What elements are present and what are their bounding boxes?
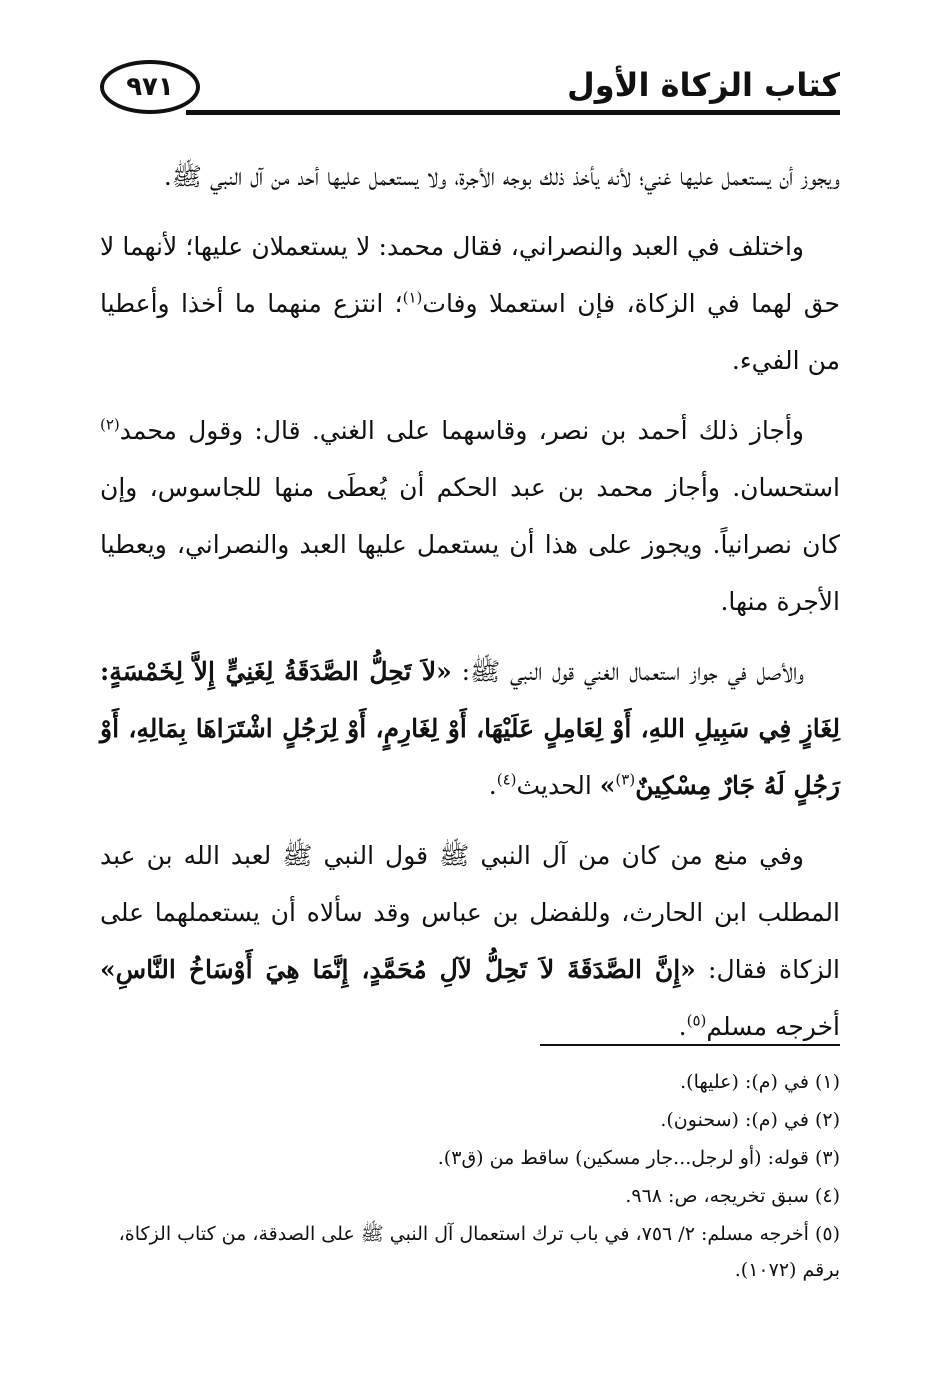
- paragraph-1: [100, 148, 840, 205]
- paragraph-4-text-a: والأصل في جواز استعمال الغني قول النبي ﷺ:: [451, 657, 805, 686]
- paragraph-3: [100, 402, 840, 630]
- book-title: كتاب الزكاة الأول: [567, 66, 840, 104]
- page-number: ٩٧١: [126, 72, 174, 102]
- paragraph-4-text-c: .: [488, 771, 497, 800]
- hadith-quote-2: «إِنَّ الصَّدَقَةَ لاَ تَحِلُّ لآلِ مُحَمَّدٍ، إِنَّمَا هِيَ أَوْسَاخُ النَّاسِ»: [100, 955, 696, 984]
- footnote-1: (١) في (م): (عليها).: [680, 1071, 840, 1093]
- footnotes: [100, 1064, 840, 1290]
- header-rule: [186, 110, 840, 115]
- hadith-quote-1-close: »: [599, 771, 616, 800]
- paragraph-4-text-b: الحديث: [516, 771, 600, 800]
- paragraph-5-text-c: .: [678, 1012, 687, 1041]
- paragraph-2-text-a: واختلف في العبد والنصراني، فقال محمد: لا يستعملان عليها؛ لأنهما لا حق لهما في الزكاة، فإن استعملا وفات: [100, 232, 841, 318]
- footnote-ref-1: (١): [402, 288, 423, 307]
- paragraph-2: [100, 218, 840, 389]
- paragraph-1-text: ويجوز أن يستعمل عليها غني؛ لأنه يأخذ ذلك بوجه الأجرة، ولا يستعمل عليها أحد من آل النبي ﷺ.: [163, 162, 840, 191]
- paragraph-5-text-b: أخرجه مسلم: [706, 1012, 840, 1041]
- footnote-ref-3: (٣): [615, 770, 636, 789]
- paragraph-2-text-b: ؛ انتزع منهما ما أخذا وأعطيا من الفيء.: [100, 289, 840, 375]
- footnote-ref-5: (٥): [686, 1011, 707, 1030]
- footnote-3: (٣) قوله: (أو لرجل...جار مسكين) ساقط من (ق٣).: [437, 1147, 840, 1169]
- page-header: [0, 0, 938, 130]
- footnote-ref-2: (٢): [100, 415, 120, 434]
- hadith-quote-1: «لاَ تَحِلُّ الصَّدَقَةُ لِغَنِيٍّ إِلاَّ لِخَمْسَةٍ: لِغَازٍ فِي سَبِيلِ اللهِ، أَوْ لِعَامِلٍ عَلَيْهَا، أَوْ لِغَارِمٍ، أَوْ لِرَجُلٍ اشْتَرَاهَا بِمَالِهِ، أَوْ رَجُلٍ لَهُ جَارٌ مِسْكِينٌ: [100, 657, 840, 800]
- paragraph-3-text-b: استحسان. وأجاز محمد بن عبد الحكم أن يُعطَى منها للجاسوس، وإن كان نصرانياً. ويجوز على هذا أن يستعمل عليها العبد والنصراني، ويعطيا الأجرة منها.: [100, 473, 840, 616]
- page-number-oval: [100, 60, 200, 114]
- footnote-separator: [540, 1044, 840, 1046]
- paragraph-5-text-a: وفي منع من كان من آل النبي ﷺ قول النبي ﷺ لعبد الله بن عبد المطلب ابن الحارث، وللفضل بن عباس وقد سألاه أن يستعملهما على الزكاة فقال:: [100, 841, 841, 984]
- body-text: [100, 148, 840, 1068]
- paragraph-5: [100, 827, 840, 1055]
- footnote-2: (٢) في (م): (سحنون).: [660, 1109, 840, 1131]
- footnote-ref-4: (٤): [496, 770, 517, 789]
- paragraph-3-text-a: وأجاز ذلك أحمد بن نصر، وقاسهما على الغني. قال: وقول محمد: [119, 416, 804, 445]
- footnote-4: (٤) سبق تخريجه، ص: ٩٦٨.: [625, 1185, 840, 1207]
- paragraph-4: [100, 643, 840, 814]
- footnote-5: (٥) أخرجه مسلم: ٢/ ٧٥٦، في باب ترك استعمال آل النبي ﷺ على الصدقة، من كتاب الزكاة، برقم (١٠٧٢).: [118, 1223, 840, 1281]
